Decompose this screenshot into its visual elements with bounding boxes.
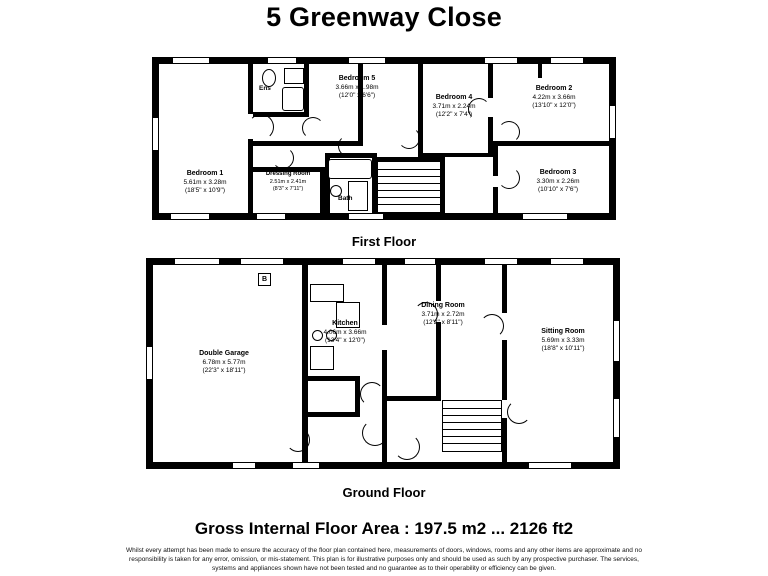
room-label-bedroom-1: Bedroom 1 5.61m x 3.28m (18'5" x 10'9") [183,170,227,194]
window [256,213,286,220]
door-swing [272,147,294,169]
room-label-bedroom-3: Bedroom 3 3.30m x 2.26m (10'10" x 7'6") [536,169,580,193]
room-label-bath: Bath [338,195,353,202]
interior-wall [436,265,441,301]
window [172,57,210,64]
window [522,213,568,220]
window [404,258,436,265]
door-swing [302,117,324,139]
interior-wall [538,64,542,78]
window [348,57,386,64]
door-swing [248,114,274,140]
interior-wall [436,322,441,398]
door-swing [338,135,360,157]
staircase [442,400,502,452]
room-label-sitting-room: Sitting Room 5.69m x 3.33m (18'8" x 10'11") [541,328,585,352]
first-floor-caption: First Floor [351,234,417,249]
window [232,462,256,469]
counter-fixture [310,284,344,302]
floor-area-summary: Gross Internal Floor Area : 197.5 m2 ... 2126 ft2 [194,519,574,538]
room-label-bedroom-4: Bedroom 4 3.71m x 2.24m (12'2" x 7'4") [432,94,476,118]
window [267,57,297,64]
bathtub-fixture [328,159,372,179]
window [174,258,220,265]
interior-wall [502,418,507,462]
interior-wall [423,153,493,157]
interior-wall [382,350,387,462]
window [152,117,159,151]
door-swing [507,400,531,424]
window [348,213,384,220]
window [484,57,518,64]
room-label-dining-room: Dining Room 3.71m x 2.72m (12'2" x 8'11") [421,302,465,326]
marker-b: B [258,273,271,286]
window [484,258,518,265]
door-swing [398,127,420,149]
room-label-double-garage: Double Garage 6.78m x 5.77m (22'3" x 18'11") [199,350,249,374]
page-title: 5 Greenway Close [266,2,502,32]
window [240,258,284,265]
window [528,462,572,469]
door-swing [286,428,310,452]
ground-floor-caption: Ground Floor [342,485,426,500]
window [550,57,584,64]
disclaimer-text: Whilst every attempt has been made to ensure the accuracy of the floor plan contained here, measurements of doors, windows, rooms and any other items are approximate and no responsibility is taken for any error, omission, or mis-statement. This plan is for illustrative purposes only and should be used as such by any prospective purchaser. The services, systems and appliances shown have not been tested and no guarantee as to their operability or efficiency can be given. [126,547,642,572]
interior-wall [248,64,253,114]
ground-floor-plan [146,258,620,469]
door-swing [498,121,520,143]
first-floor-plan [152,57,616,220]
interior-wall [502,265,507,313]
door-swing [394,434,420,460]
window [170,213,210,220]
interior-wall [308,376,360,381]
interior-wall [308,412,360,417]
door-swing [360,382,384,406]
window [146,346,153,380]
sink-fixture [310,346,334,370]
room-label-ens: Ens [259,85,271,92]
room-label-bedroom-5: Bedroom 5 3.66m x 1.98m (12'0" x 6'6") [335,75,379,99]
interior-wall [387,396,441,401]
room-label-dressing-room: Dressing Room 2.51m x 2.41m (8'3" x 7'11") [265,171,311,192]
interior-wall [502,340,507,400]
staircase [377,161,441,213]
window [613,398,620,438]
interior-wall [382,265,387,325]
window [550,258,584,265]
window [292,462,320,469]
room-label-bedroom-2: Bedroom 2 4.22m x 3.66m (13'10" x 12'0") [532,85,576,109]
window [342,258,376,265]
room-label-kitchen: Kitchen 4.06m x 3.66m (13'4" x 12'0") [323,320,367,344]
door-swing [362,420,388,446]
interior-wall [441,157,445,213]
